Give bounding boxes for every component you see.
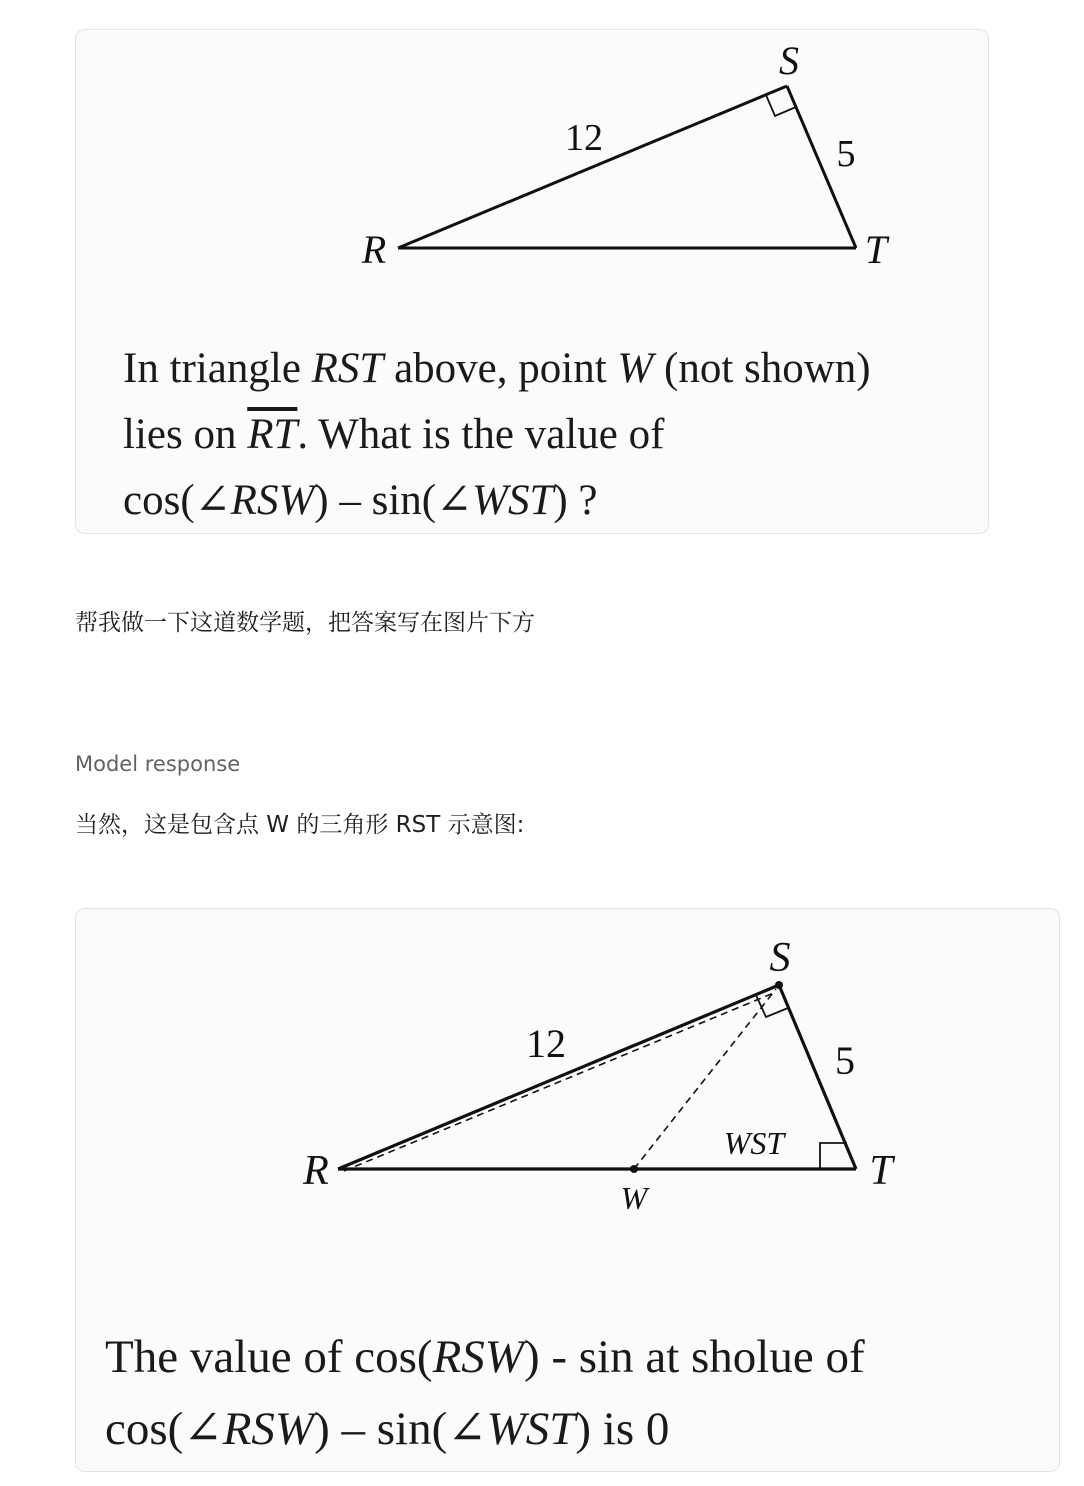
response-label: Model response	[75, 752, 241, 776]
problem-statement	[123, 336, 871, 534]
answer-text-segment: The value of cos(	[105, 1331, 433, 1383]
problem-point-name: W	[617, 345, 654, 392]
problem-triangle-name: RST	[311, 345, 384, 392]
problem-angle-rsw: RSW	[230, 477, 315, 524]
user-prompt-text: 帮我做一下这道数学题，把答案写在图片下方	[75, 610, 535, 636]
vertex-label-r: R	[361, 227, 387, 272]
problem-line-2	[123, 402, 871, 468]
vertex-label-r: R	[303, 1148, 329, 1194]
answer-text-segment: cos(∠	[105, 1403, 223, 1455]
point-s-dot	[775, 981, 783, 989]
problem-line-1	[123, 336, 871, 402]
problem-angle-wst: WST	[472, 477, 554, 524]
answer-line-1	[105, 1321, 865, 1393]
problem-line-3	[123, 468, 871, 534]
vertex-label-t: T	[869, 1148, 893, 1194]
answer-image-card	[75, 908, 1060, 1472]
clipped-top-fragment	[76, 0, 116, 2]
problem-text-segment: . What is the value of	[297, 411, 665, 458]
question-image-card	[75, 29, 989, 534]
answer-angle-rsw: RSW	[432, 1331, 524, 1383]
problem-text-segment: ) – sin(∠	[314, 477, 473, 524]
side-label-st: 5	[835, 1038, 855, 1083]
side-label-st: 5	[836, 133, 856, 175]
side-label-rs: 12	[526, 1021, 566, 1066]
angle-label-wst: WST	[723, 1125, 785, 1161]
dashed-line-rs	[344, 992, 776, 1171]
problem-text-segment: cos(∠	[123, 477, 231, 524]
problem-text-segment: ) ?	[553, 477, 598, 524]
problem-text-segment: (not shown)	[653, 345, 871, 392]
point-label-w: W	[620, 1180, 648, 1216]
answer-text-segment: ) – sin(∠	[314, 1403, 487, 1455]
side-rs	[338, 985, 779, 1169]
answer-angle-wst: WST	[486, 1403, 576, 1455]
answer-text-segment: ) is 0	[575, 1403, 670, 1455]
problem-text-segment: lies on	[123, 411, 248, 458]
answer-statement	[105, 1321, 865, 1465]
problem-segment-rt: $\overline{RT}$	[247, 411, 298, 458]
point-w-dot	[630, 1165, 638, 1173]
answer-line-2	[105, 1393, 865, 1465]
vertex-label-s: S	[779, 38, 799, 83]
problem-text-segment: In triangle	[123, 345, 312, 392]
answer-text-segment: ) - sin at sholue of	[523, 1331, 865, 1383]
problem-text-segment: above, point	[383, 345, 618, 392]
side-rs	[398, 86, 787, 248]
vertex-label-s: S	[769, 935, 791, 981]
side-label-rs: 12	[565, 117, 603, 159]
response-intro-text: 当然，这是包含点 W 的三角形 RST 示意图:	[75, 812, 525, 838]
vertex-label-t: T	[864, 227, 888, 272]
answer-angle-rsw: RSW	[222, 1403, 315, 1455]
right-angle-mark-t	[820, 1143, 847, 1169]
